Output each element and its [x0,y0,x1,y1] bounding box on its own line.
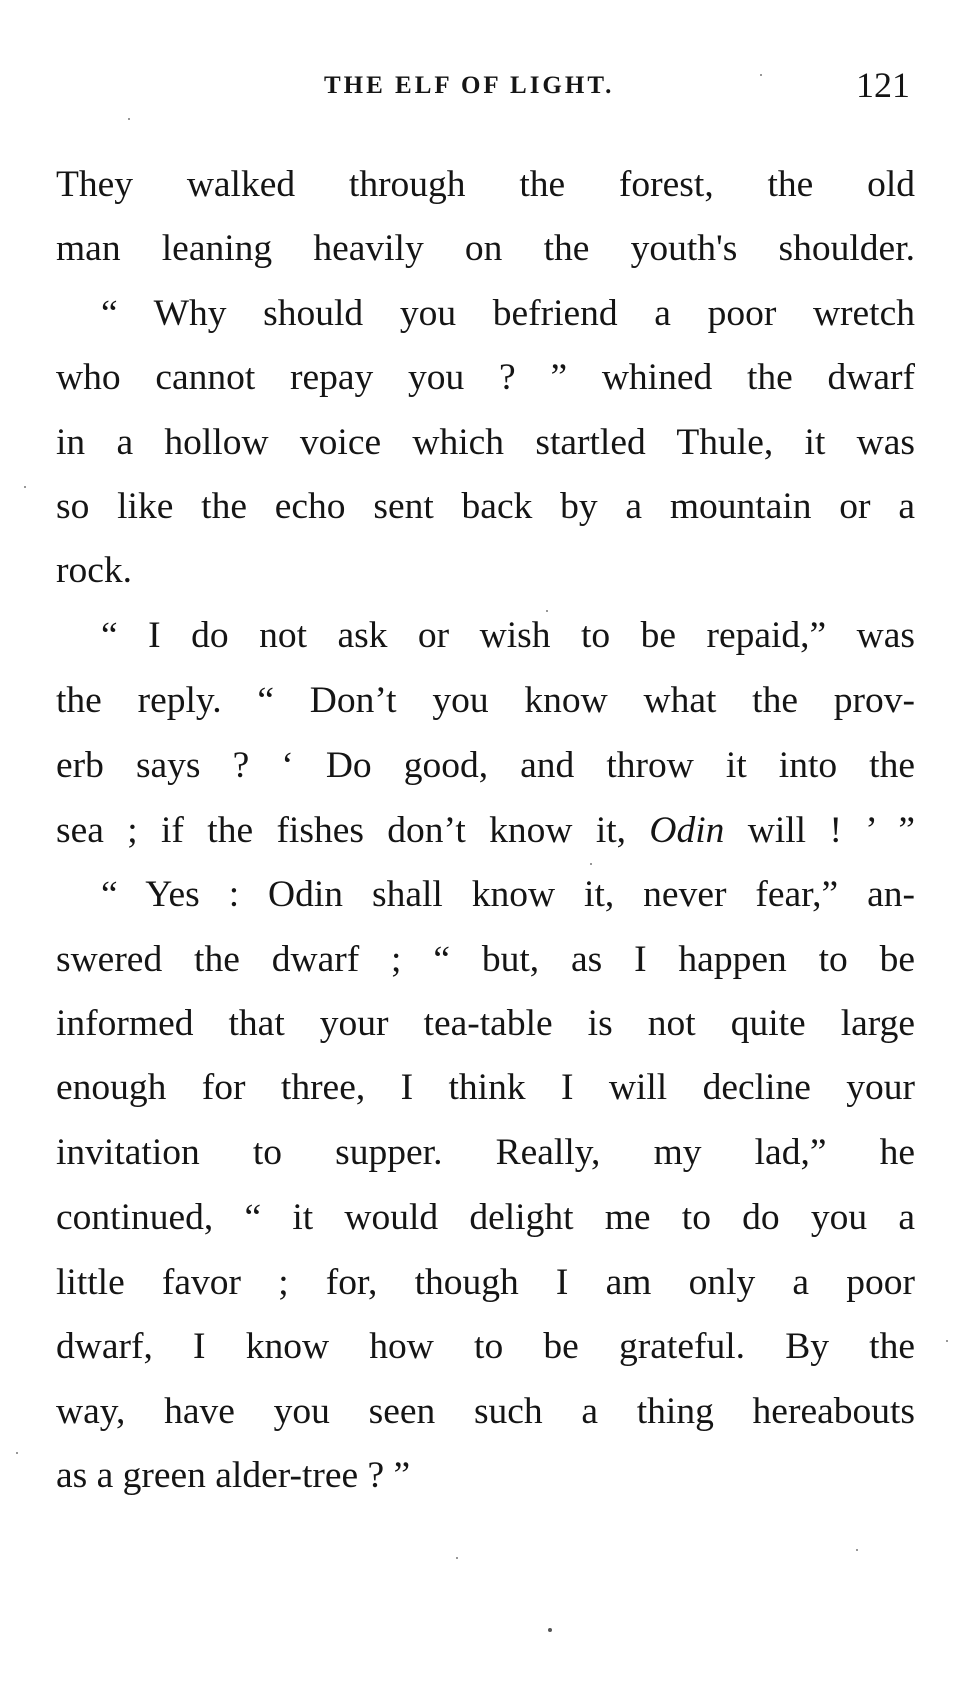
print-speck [16,1452,18,1454]
running-title: THE ELF OF LIGHT. [324,72,615,99]
print-speck [760,74,762,76]
text-line: as a green alder-tree ? ” [56,1455,411,1496]
print-speck [856,1549,858,1551]
text-line: in a hollow voice which startled Thule, it was [56,422,915,463]
text-line: so like the echo sent back by a mountain or a [56,486,915,527]
text-line: continued, “ it would delight me to do you a [56,1197,915,1238]
print-speck [456,1557,458,1559]
print-speck [546,610,548,612]
text-line: little favor ; for, though I am only a poor [56,1262,915,1303]
italic-word: Odin [649,810,725,851]
text-line: They walked through the forest, the old [56,164,915,205]
text-line: rock. [56,550,133,591]
print-speck [590,863,592,865]
print-speck [548,1628,552,1632]
text-line: “ Why should you befriend a poor wretch [101,293,915,334]
text-line: “ I do not ask or wish to be repaid,” was [101,615,915,656]
text-line: who cannot repay you ? ” whined the dwarf [56,357,915,398]
print-speck [24,486,26,488]
text-line-with-italic: sea ; if the fishes don’t know it, Odin will ! ’ ” [56,810,915,851]
text-line: informed that your tea-table is not quite large [56,1003,915,1044]
text-line: swered the dwarf ; “ but, as I happen to be [56,939,915,980]
text-line: way, have you seen such a thing hereabouts [56,1391,915,1432]
text-line: man leaning heavily on the youth's shoulder. [56,228,915,269]
page-number: 121 [856,65,910,105]
text-line: dwarf, I know how to be grateful. By the [56,1326,915,1367]
print-speck [946,1340,948,1342]
text-line: invitation to supper. Really, my lad,” he [56,1132,915,1173]
text-line: the reply. “ Don’t you know what the prov- [56,680,915,721]
text-line: erb says ? ‘ Do good, and throw it into the [56,745,915,786]
print-speck [128,118,130,120]
text-line: enough for three, I think I will decline your [56,1067,915,1108]
text-line: “ Yes : Odin shall know it, never fear,” an- [101,874,915,915]
